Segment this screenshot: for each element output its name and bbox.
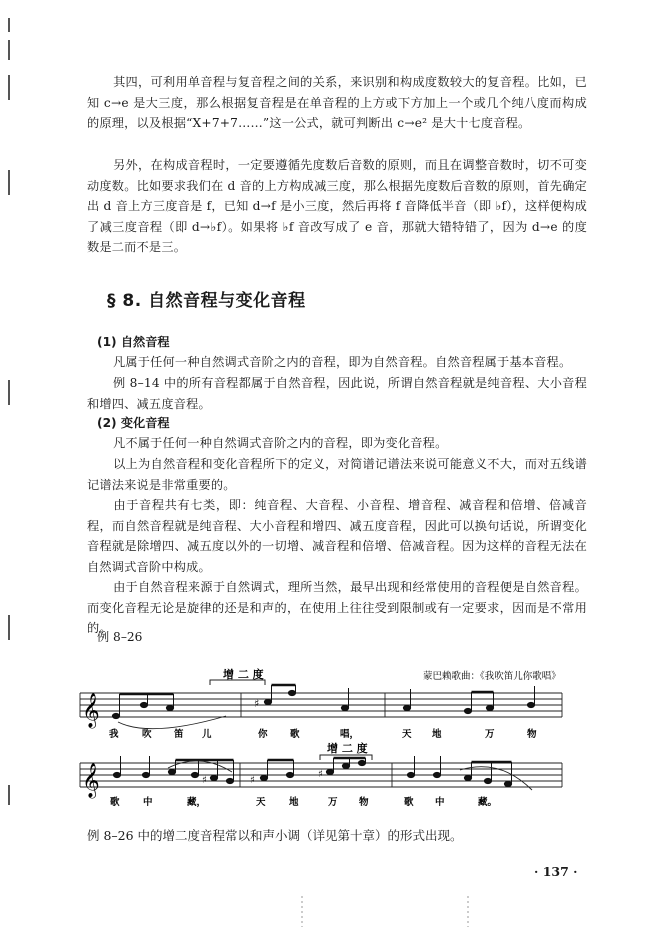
svg-text:♯: ♯ [250,775,255,786]
notes-measure-1 [112,694,173,719]
notes-measure-3 [403,686,534,714]
lyric-syllable: 笛 [174,729,184,740]
lyric-syllable: 万 [328,797,338,808]
paragraph-1: 其四，可利用单音程与复音程之间的关系，来识别和构成度数较大的复音程。比如，已知 c→e 是大三度，那么根据复音程是在单音程的上方或下方加上一个或几个纯八度而构成的原理，以及根据“X+7+7……”这一公式，就可判断出 c→e² 是大十七度音程。 [87,75,587,130]
lyric-syllable: 唱， [340,729,360,740]
lyric-syllable: 中 [143,797,153,808]
paragraph-2: 另外，在构成音程时，一定要遵循先度数后音数的原则，而且在调整音数时，切不可变动度数。比如要求我们在 d 音的上方构成减三度，那么根据先度数后音数的原则，首先确定出 d 音上方三度音是 f，已知 d→f 是小三度，然后再将 f 音降低半音（即 ♭f），这样便构成了减三度音程（即 d→♭f）。如果将 ♭f 音改写成了 e 音，那就大错特错了，因为 d→e 的度数是二而不是三。 [87,158,587,254]
notes-measure-4 [113,756,233,786]
lyric-syllable: 中 [435,797,445,808]
lyric-syllable: 藏， [187,797,207,808]
lyric-syllable: 天 [256,797,266,808]
lyric-syllable: 吹 [142,729,152,740]
paragraph-6: 以上为自然音程和变化音程所下的定义，对简谱记谱法来说可能意义不大，而对五线谱记谱法来说是非常重要的。 [87,457,587,492]
svg-text:♯: ♯ [202,775,207,786]
lyric-syllable: 歌 [404,797,414,808]
notes-measure-5 [250,758,366,786]
lyric-syllable: 万 [485,729,495,740]
lyrics-line-1 [109,728,537,740]
notes-measure-6 [407,756,511,787]
subheading-natural-interval: (1) 自然音程 [97,335,170,349]
example-caption: 例 8–26 中的增二度音程常以和声小调（详见第十章）的形式出现。 [87,828,463,843]
lyric-syllable: 我 [109,729,119,740]
subheading-altered-interval: (2) 变化音程 [97,416,170,430]
lyric-syllable: 藏。 [478,797,498,808]
lyric-syllable: 你 [258,729,268,740]
page-number: · 137 · [534,864,578,879]
interval-annotation-1: 增 二 度 [223,668,264,681]
song-source: 蒙巴赖歌曲：《我吹笛儿你歌唱》 [423,671,561,682]
example-label: 例 8–26 [97,630,143,644]
lyric-syllable: 歌 [290,729,300,740]
section-title: § 8. 自然音程与变化音程 [107,291,306,311]
slur [118,716,226,729]
paragraph-4: 例 8–14 中的所有音程都属于自然音程，因此说，所谓自然音程就是纯音程、大小音程和增四、减五度音程。 [87,376,587,411]
lyrics-line-2 [110,796,497,808]
svg-text:♯: ♯ [318,769,323,780]
treble-clef-icon: 𝄞 [82,693,100,728]
lyric-syllable: 儿 [202,729,212,740]
interval-annotation-2: 增 二 度 [327,742,368,755]
lyric-syllable: 地 [289,797,299,808]
paragraph-8: 由于自然音程来源于自然调式，理所当然，最早出现和经常使用的音程便是自然音程。而变化音程无论是旋律的还是和声的，在使用上往往受到限制或有一定要求，因而是不常用的。 [87,580,587,635]
paragraph-5: 凡不属于任何一种自然调式音阶之内的音程，即为变化音程。 [113,436,448,450]
lyric-syllable: 歌 [110,797,120,808]
paragraph-7: 由于音程共有七类，即：纯音程、大音程、小音程、增音程、减音程和倍增、倍减音程，而自然音程就是纯音程、大小音程和增四、减五度音程，因此可以换句话说，所谓变化音程就是除增四、减五度以外的一切增、减音程和倍增、倍减音程。因为这样的音程无法在自然调式音阶中构成。 [87,498,587,574]
notes-measure-2 [254,685,349,711]
lyric-syllable: 物 [527,729,537,740]
lyric-syllable: 地 [432,729,442,740]
paragraph-3: 凡属于任何一种自然调式音阶之内的音程，即为自然音程。自然音程属于基本音程。 [113,355,572,369]
lyric-syllable: 天 [402,729,412,740]
svg-text:♯: ♯ [254,697,260,710]
lyric-syllable: 物 [359,797,369,808]
treble-clef-icon: 𝄞 [82,763,100,798]
